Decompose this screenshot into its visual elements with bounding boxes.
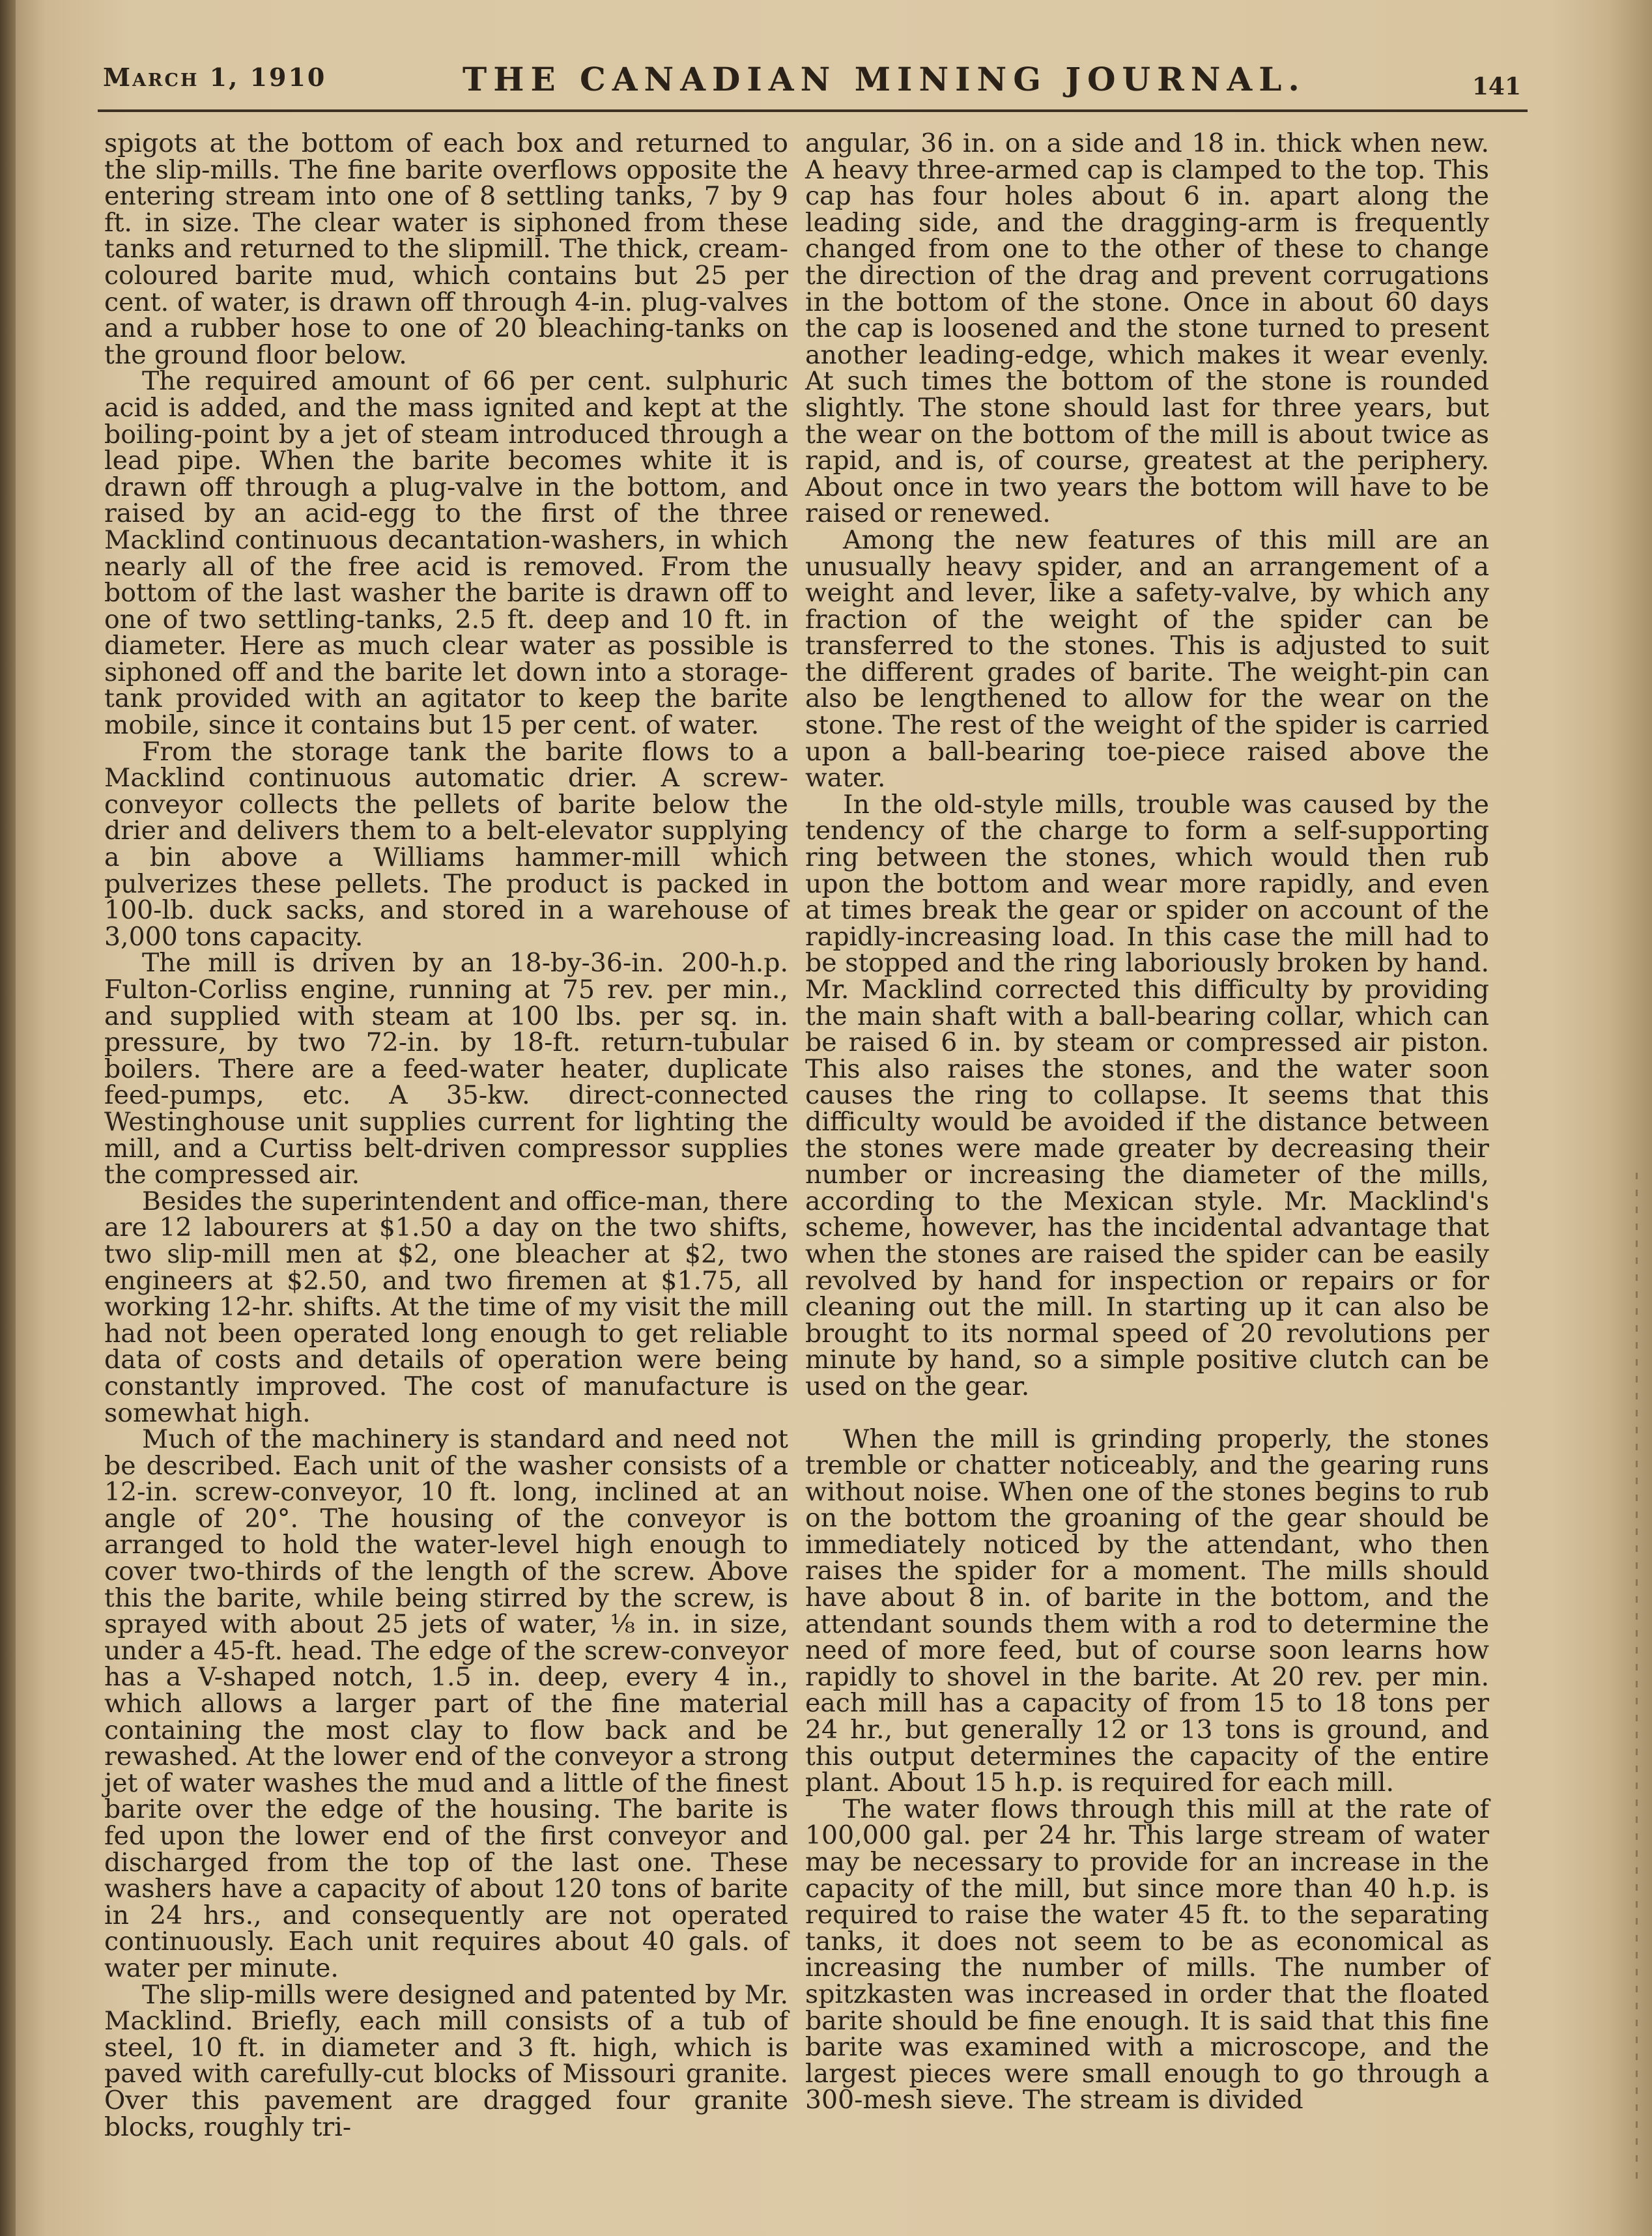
paragraph: spigots at the bottom of each box and returned to the slip-mills. The fine barite overflows opposite the entering stream into one of 8 settling tanks, 7 by 9 ft. in size. The clear water is siphoned from these tanks and returned to the slipmill. The thick, cream-coloured barite mud, which contains but 25 per cent. of water, is drawn off through 4-in. plug-valves and a rubber hose to one of 20 bleaching-tanks on the ground floor below.	[104, 128, 788, 370]
paragraph: The slip-mills were designed and patented by Mr. Macklind. Briefly, each mill consists of a tub of steel, 10 ft. in diameter and 3 ft. high, which is paved with carefully-cut blocks of Missouri granite. Over this pavement are dragged four granite blocks, roughly tri-	[104, 1979, 788, 2142]
running-header	[98, 57, 1528, 112]
paragraph: Among the new features of this mill are an unusually heavy spider, and an arrangement of a weight and lever, like a safety-valve, by which any fraction of the weight of the spider can be transferred to the stones. This is adjusted to suit the different grades of barite. The weight-pin can also be lengthened to allow for the wear on the stone. The rest of the weight of the spider is carried upon a ball-bearing toe-piece raised above the water.	[805, 524, 1489, 794]
paragraph: From the storage tank the barite flows to a Macklind continuous automatic drier. A screw-conveyor collects the pellets of barite below the drier and delivers them to a belt-elevator supplying a bin above a Williams hammer-mill which pulverizes these pellets. The product is packed in 100-lb. duck sacks, and stored in a warehouse of 3,000 tons capacity.	[104, 736, 788, 952]
book-spine-shadow	[0, 0, 16, 2236]
paragraph: The mill is driven by an 18-by-36-in. 200-h.p. Fulton-Corliss engine, running at 75 rev. per min., and supplied with steam at 100 lbs. per sq. in. pressure, by two 72-in. by 18-ft. return-tubular boilers. There are a feed-water heater, duplicate feed-pumps, etc. A 35-kw. direct-connected Westinghouse unit supplies current for lighting the mill, and a Curtiss belt-driven compressor supplies the compressed air.	[104, 948, 788, 1190]
page-number: 141	[1472, 73, 1521, 100]
paragraph: In the old-style mills, trouble was caused by the tendency of the charge to form a self-supporting ring between the stones, which would then rub upon the bottom and wear more rapidly, and even at times break the gear or spider on account of the rapidly-increasing load. In this case the mill had to be stopped and the ring laboriously broken by hand. Mr. Macklind corrected this difficulty by providing the main shaft with a ball-bearing collar, which can be raised 6 in. by steam or compressed air piston. This also raises the stones, and the water soon causes the ring to collapse. It seems that this difficulty would be avoided if the distance between the stones were made greater by decreasing their number or increasing the diameter of the mills, according to the Mexican style. Mr. Macklind's scheme, however, has the incidental advantage that when the stones are raised the spider can be easily revolved by hand for inspection or repairs or for cleaning out the mill. In starting up it can also be brought to its normal speed of 20 revolutions per minute by hand, so a simple positive clutch can be used on the gear.	[805, 789, 1489, 1401]
right-column	[805, 130, 1489, 2176]
page-edge-marks	[1636, 1173, 1638, 2183]
left-column	[104, 130, 788, 2176]
journal-title: THE CANADIAN MINING JOURNAL.	[463, 60, 1306, 98]
paragraph: Besides the superintendent and office-man, there are 12 labourers at $1.50 a day on the two shifts, two slip-mill men at $2, one bleacher at $2, two engineers at $2.50, and two firemen at $1.75, all working 12-hr. shifts. At the time of my visit the mill had not been operated long enough to get reliable data of costs and details of operation were being constantly improved. The cost of manufacture is somewhat high.	[104, 1186, 788, 1428]
paragraph: angular, 36 in. on a side and 18 in. thick when new. A heavy three-armed cap is clamped to the top. This cap has four holes about 6 in. apart along the leading side, and the dragging-arm is frequently changed from one to the other of these to change the direction of the drag and prevent corrugations in the bottom of the stone. Once in about 60 days the cap is loosened and the stone turned to present another leading-edge, which makes it wear evenly. At such times the bottom of the stone is rounded slightly. The stone should last for three years, but the wear on the bottom of the mill is about twice as rapid, and is, of course, greatest at the periphery. About once in two years the bottom will have to be raised or renewed.	[805, 128, 1489, 529]
paragraph: The required amount of 66 per cent. sulphuric acid is added, and the mass ignited and kept at the boiling-point by a jet of steam introduced through a lead pipe. When the barite becomes white it is drawn off through a plug-valve in the bottom, and raised by an acid-egg to the first of the three Macklind continuous decantation-washers, in which nearly all of the free acid is removed. From the bottom of the last washer the barite is drawn off to one of two settling-tanks, 2.5 ft. deep and 10 ft. in diameter. Here as much clear water as possible is siphoned off and the barite let down into a storage-tank provided with an agitator to keep the barite mobile, since it contains but 15 per cent. of water.	[104, 366, 788, 741]
paragraph: When the mill is grinding properly, the stones tremble or chatter noticeably, and the gearing runs without noise. When one of the stones begins to rub on the bottom the groaning of the gear should be immediately noticed by the attendant, who then raises the spider for a moment. The mills should have about 8 in. of barite in the bottom, and the attendant sounds them with a rod to determine the need of more feed, but of course soon learns how rapidly to shovel in the barite. At 20 rev. per min. each mill has a capacity of from 15 to 18 tons per 24 hr., but generally 12 or 13 tons is ground, and this output determines the capacity of the entire plant. About 15 h.p. is required for each mill.	[805, 1424, 1489, 1798]
header-date: March 1, 1910	[103, 63, 327, 92]
paragraph: Much of the machinery is standard and need not be described. Each unit of the washer consists of a 12-in. screw-conveyor, 10 ft. long, inclined at an angle of 20°. The housing of the conveyor is arranged to hold the water-level high enough to cover two-thirds of the length of the screw. Above this the barite, while being stirred by the screw, is sprayed with about 25 jets of water, ⅛ in. in size, under a 45-ft. head. The edge of the screw-conveyor has a V-shaped notch, 1.5 in. deep, every 4 in., which allows a larger part of the fine material containing the most clay to flow back and be rewashed. At the lower end of the conveyor a strong jet of water washes the mud and a little of the finest barite over the edge of the housing. The barite is fed upon the lower end of the first conveyor and discharged from the top of the last one. These washers have a capacity of about 120 tons of barite in 24 hrs., and consequently are not operated continuously. Each unit requires about 40 gals. of water per minute.	[104, 1424, 788, 1983]
paragraph: The water flows through this mill at the rate of 100,000 gal. per 24 hr. This large stream of water may be necessary to provide for an increase in the capacity of the mill, but since more than 40 h.p. is required to raise the water 45 ft. to the separating tanks, it does not seem to be as economical as increasing the number of mills. The number of spitzkasten was increased in order that the floated barite should be fine enough. It is said that this fine barite was examined with a microscope, and the largest pieces were small enough to go through a 300-mesh sieve. The stream is divided	[805, 1794, 1489, 2115]
